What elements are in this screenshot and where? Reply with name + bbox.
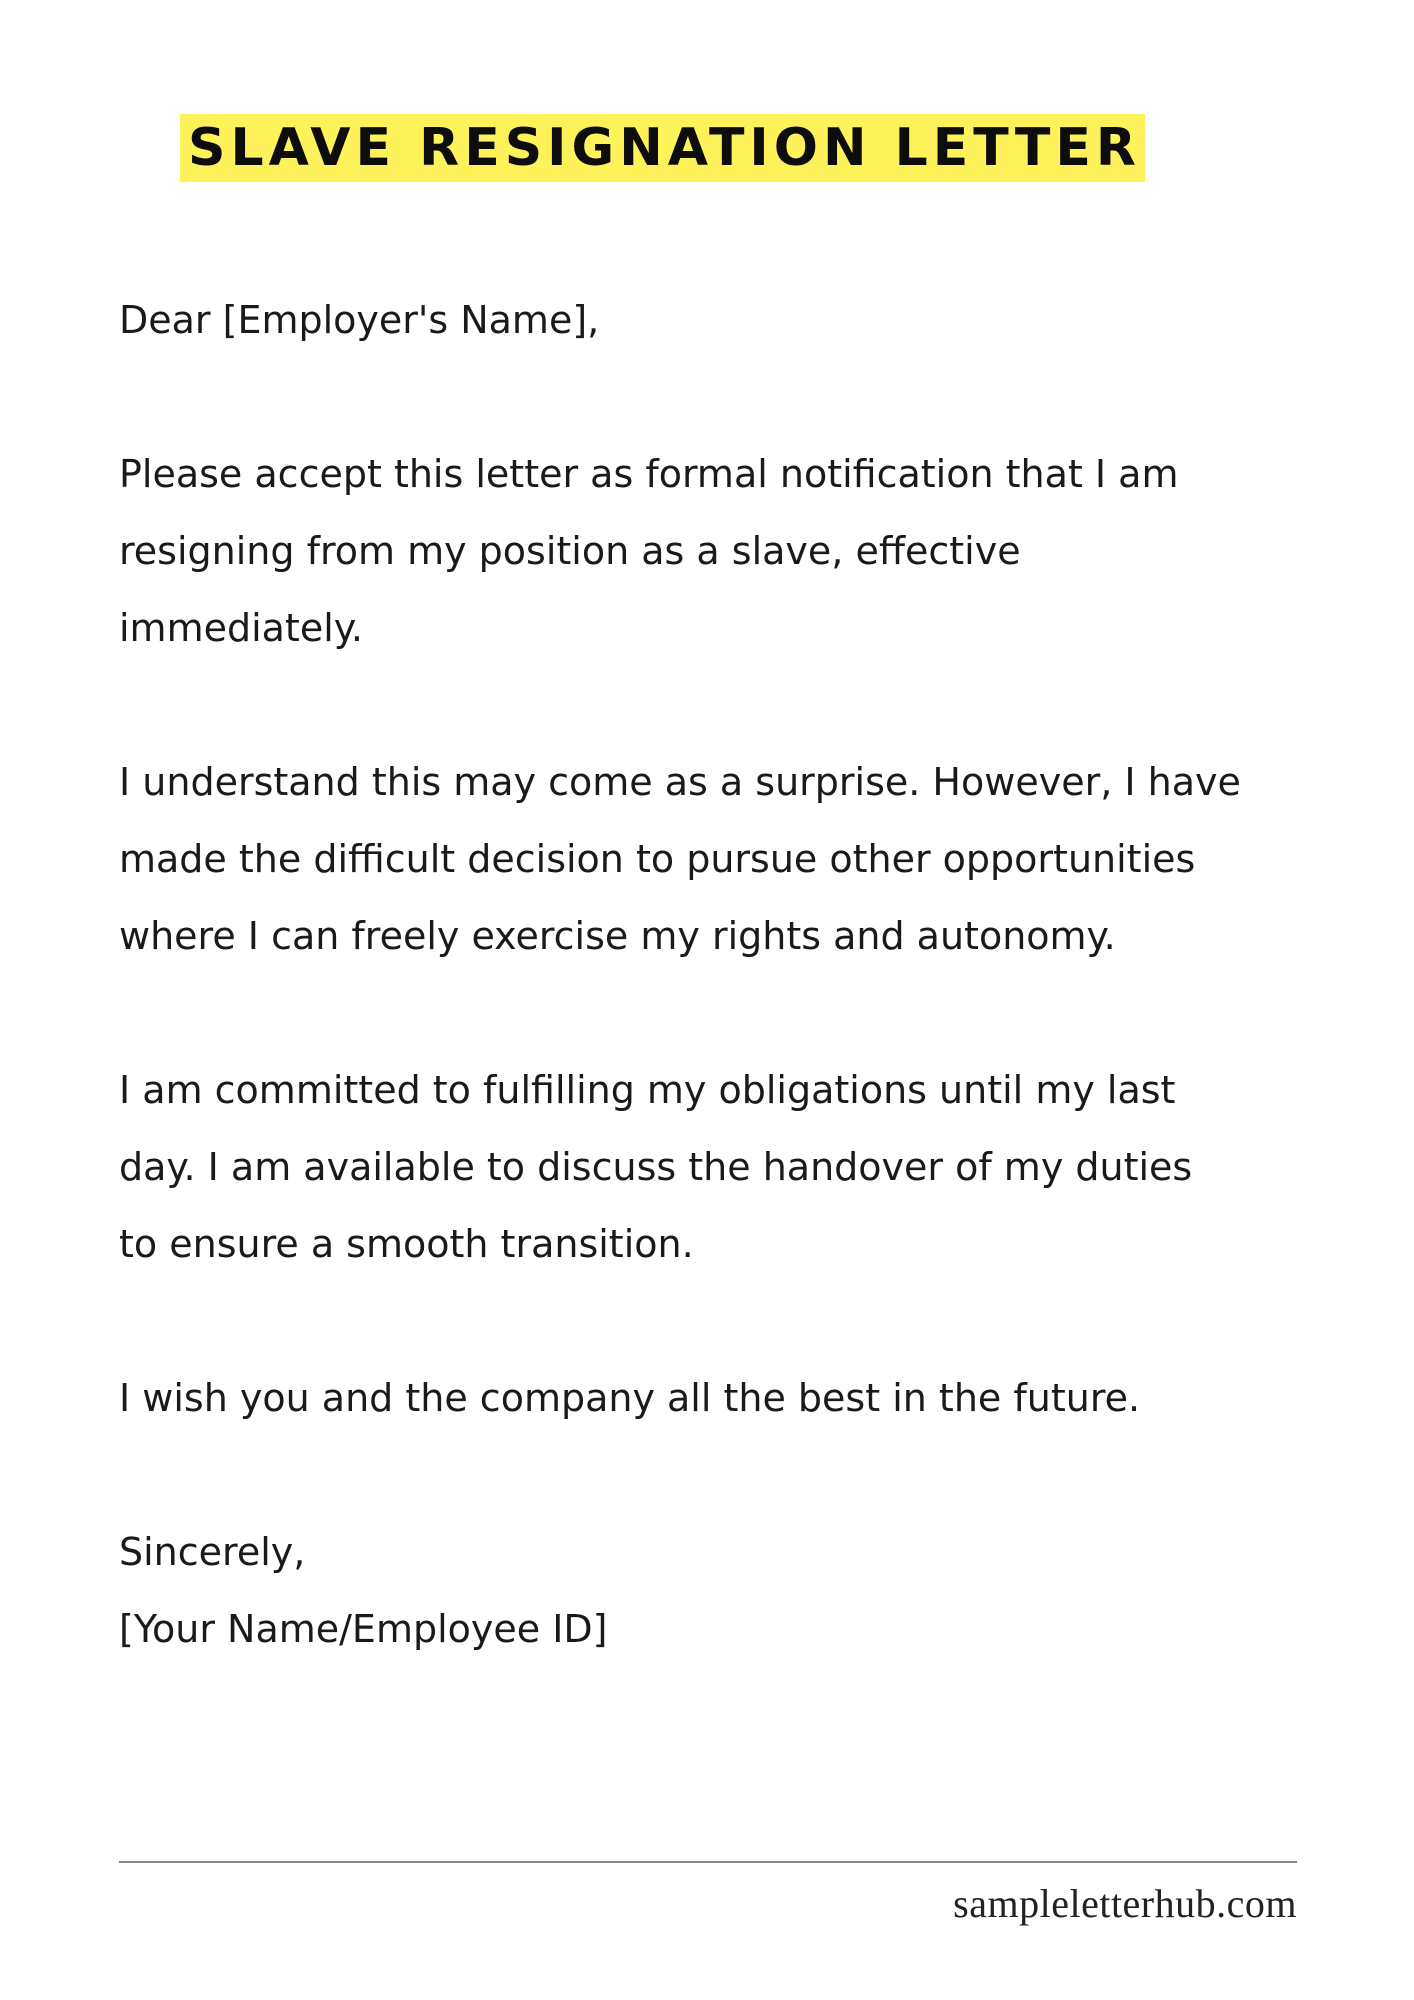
paragraph-spacer <box>119 1283 1359 1360</box>
paragraph-notification <box>119 436 1359 667</box>
signature-placeholder: [Your Name/Employee ID] <box>119 1607 608 1651</box>
paragraph-spacer <box>119 975 1359 1052</box>
footer-site: sampleletterhub.com <box>953 1881 1297 1926</box>
paragraph-line: day. I am available to discuss the handover of my duties <box>119 1145 1193 1189</box>
letter-body <box>119 282 1359 1668</box>
paragraph-commitment <box>119 1052 1359 1283</box>
paragraph-spacer <box>119 1437 1359 1514</box>
paragraph-line: resigning from my position as a slave, effective <box>119 529 1021 573</box>
paragraph-line: to ensure a smooth transition. <box>119 1222 694 1266</box>
paragraph-spacer <box>119 359 1359 436</box>
paragraph-line: I wish you and the company all the best in the future. <box>119 1376 1141 1420</box>
paragraph-spacer <box>119 667 1359 744</box>
closing: Sincerely, <box>119 1530 306 1574</box>
paragraph-line: I am committed to fulfilling my obligations until my last <box>119 1068 1176 1112</box>
paragraph-reason <box>119 744 1359 975</box>
footer-divider <box>119 1861 1297 1863</box>
paragraph-line: immediately. <box>119 606 363 650</box>
paragraph-well-wishes <box>119 1360 1359 1437</box>
paragraph-line: I understand this may come as a surprise. However, I have <box>119 760 1241 804</box>
salutation: Dear [Employer's Name], <box>119 298 600 342</box>
paragraph-line: Please accept this letter as formal notification that I am <box>119 452 1179 496</box>
paragraph-line: where I can freely exercise my rights and autonomy. <box>119 914 1116 958</box>
paragraph-line: made the difficult decision to pursue other opportunities <box>119 837 1196 881</box>
title-container <box>180 114 1145 182</box>
letter-title: SLAVE RESIGNATION LETTER <box>180 114 1145 182</box>
